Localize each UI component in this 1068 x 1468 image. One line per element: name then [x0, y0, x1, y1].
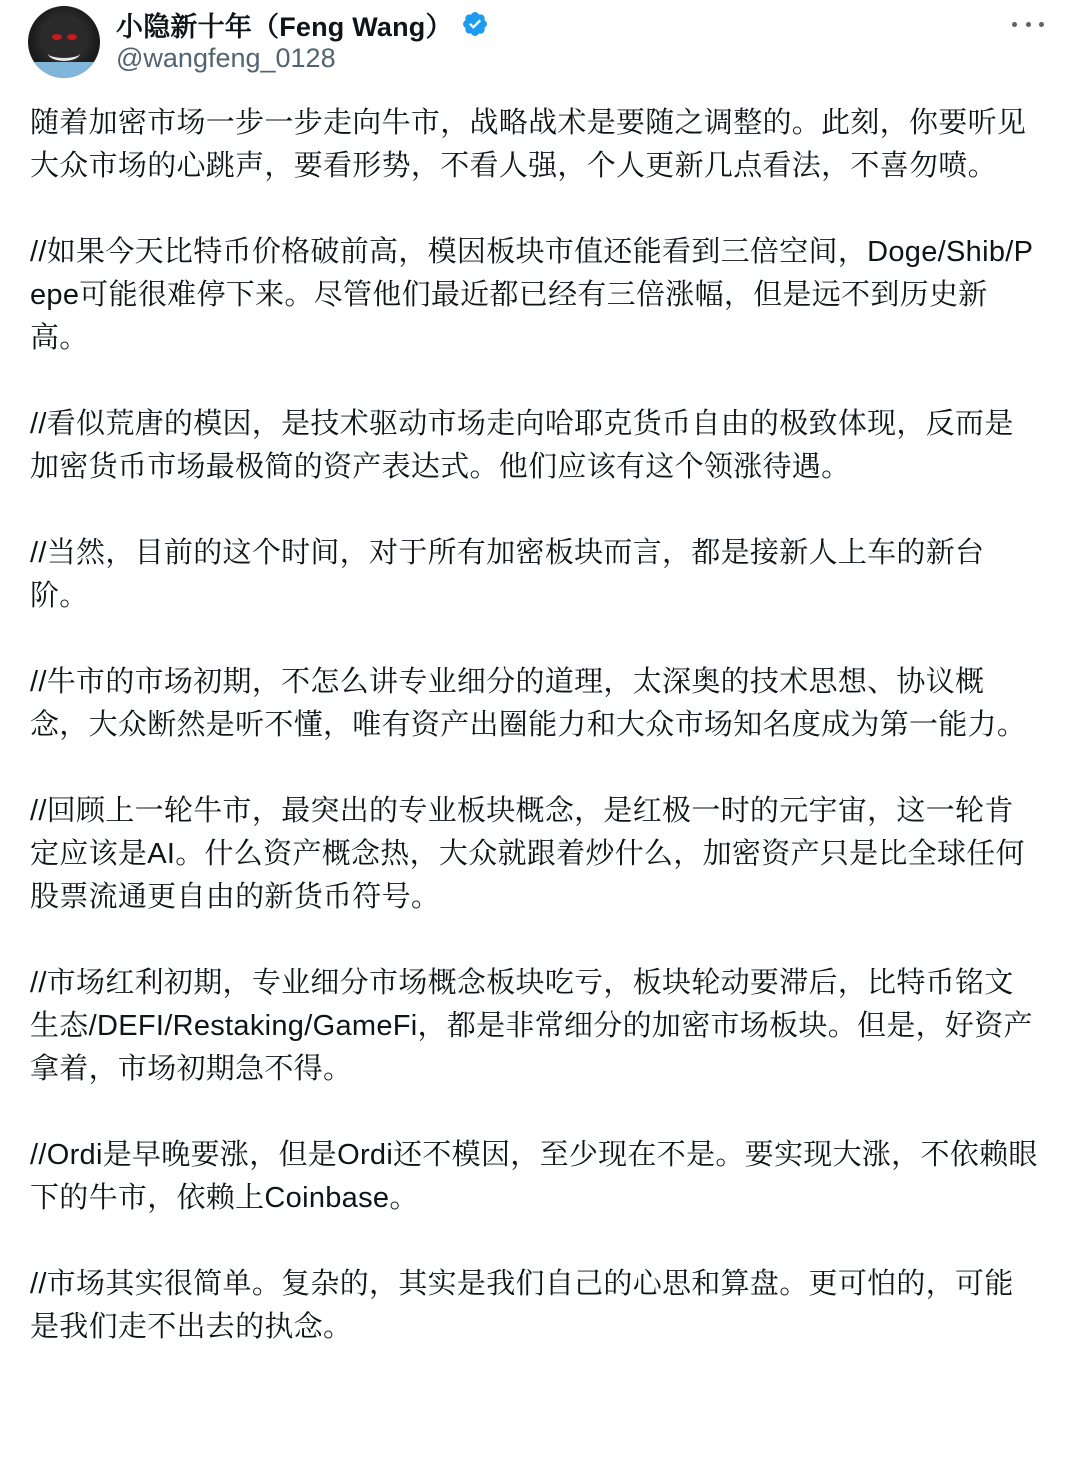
tweet-paragraph: //回顾上一轮牛市，最突出的专业板块概念，是红极一时的元宇宙，这一轮肯定应该是AI。什么资产概念热，大众就跟着炒什么，加密资产只是比全球任何股票流通更自由的新货币符号。 — [30, 795, 1025, 913]
tweet-paragraph: //看似荒唐的模因，是技术驱动市场走向哈耶克货币自由的极致体现，反而是加密货币市场最极简的资产表达式。他们应该有这个领涨待遇。 — [30, 408, 1014, 483]
author-handle[interactable]: @wangfeng_0128 — [116, 43, 336, 73]
more-dot — [1039, 22, 1044, 27]
tweet-paragraph: //当然，目前的这个时间，对于所有加密板块而言，都是接新人上车的新台阶。 — [30, 537, 985, 612]
verified-badge-icon — [461, 10, 489, 38]
tweet-paragraph: //市场其实很简单。复杂的，其实是我们自己的心思和算盘。更可怕的，可能是我们走不出去的执念。 — [30, 1268, 1014, 1343]
tweet-paragraph: //市场红利初期，专业细分市场概念板块吃亏，板块轮动要滞后，比特币铭文生态/DEFI/Restaking/GameFi，都是非常细分的加密市场板块。但是，好资产拿着，市场初期急不得。 — [30, 967, 1033, 1085]
avatar-eye-right — [67, 34, 77, 40]
tweet-paragraph: //牛市的市场初期，不怎么讲专业细分的道理，太深奥的技术思想、协议概念，大众断然是听不懂，唯有资产出圈能力和大众市场知名度成为第一能力。 — [30, 666, 1027, 741]
tweet-text — [30, 102, 1040, 1349]
tweet-header — [0, 0, 1068, 96]
author-display-name[interactable]: 小隐新十年（Feng Wang） — [116, 11, 453, 42]
avatar[interactable] — [28, 6, 100, 78]
tweet-paragraph: //如果今天比特币价格破前高，模因板块市值还能看到三倍空间，Doge/Shib/Pepe可能很难停下来。尽管他们最近都已经有三倍涨幅，但是远不到历史新高。 — [30, 236, 1034, 354]
more-dot — [1026, 22, 1031, 27]
avatar-bottom — [28, 62, 100, 78]
tweet-paragraph: 随着加密市场一步一步走向牛市，战略战术是要随之调整的。此刻，你要听见大众市场的心跳声，要看形势，不看人强，个人更新几点看法，不喜勿喷。 — [30, 107, 1027, 182]
more-dot — [1012, 22, 1017, 27]
name-row — [116, 6, 489, 42]
tweet-paragraph: //Ordi是早晚要涨，但是Ordi还不模因，至少现在不是。要实现大涨，不依赖眼下的牛市，依赖上Coinbase。 — [30, 1139, 1038, 1214]
avatar-eye-left — [52, 34, 62, 40]
avatar-smile — [48, 46, 80, 61]
more-options-icon[interactable] — [1012, 14, 1044, 34]
